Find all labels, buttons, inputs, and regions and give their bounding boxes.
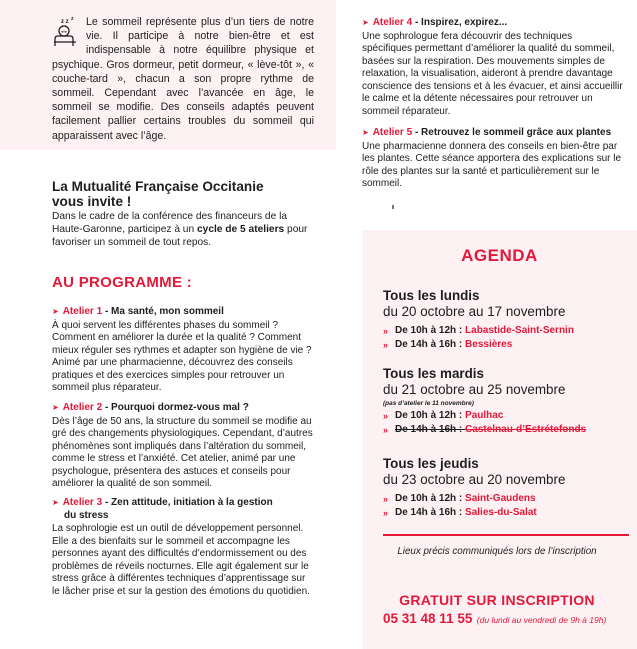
arrow-right-icon: ➤ xyxy=(52,498,59,507)
agenda-day-lundis xyxy=(383,288,633,352)
double-chevron-icon: » xyxy=(383,494,389,504)
day-title: Tous les lundis xyxy=(383,288,480,303)
invite-text-bold: cycle de 5 ateliers xyxy=(196,223,285,235)
agenda-day-jeudis xyxy=(383,456,633,520)
print-speck xyxy=(392,205,394,209)
atelier-3-number: Atelier 3 xyxy=(62,497,103,508)
slot-morning xyxy=(383,492,633,506)
atelier-1-title: - Ma santé, mon sommeil xyxy=(102,306,224,317)
atelier-4-title: - Inspirez, expirez... xyxy=(412,17,508,28)
invite-title-line2: vous invite ! xyxy=(52,194,132,209)
atelier-1 xyxy=(52,306,314,395)
atelier-5-heading xyxy=(362,127,630,140)
atelier-2-title: - Pourquoi dormez-vous mal ? xyxy=(102,402,249,413)
atelier-5-number: Atelier 5 xyxy=(372,127,413,138)
atelier-3-title: - Zen attitude, initiation à la gestion xyxy=(102,497,273,508)
slot-place: Paulhac xyxy=(465,410,504,421)
slot-afternoon xyxy=(383,423,633,437)
divider-line xyxy=(383,534,629,536)
svg-text:z z: z z xyxy=(61,19,69,25)
day-title: Tous les jeudis xyxy=(383,456,479,471)
atelier-1-number: Atelier 1 xyxy=(62,306,103,317)
arrow-right-icon: ➤ xyxy=(52,403,59,412)
slot-time: De 10h à 12h : xyxy=(395,493,466,504)
double-chevron-icon: » xyxy=(383,425,389,435)
double-chevron-icon: » xyxy=(383,411,389,421)
phone-number: 05 31 48 11 55 xyxy=(383,611,473,626)
double-chevron-icon: » xyxy=(383,340,389,350)
slot-place: Salies-du-Salat xyxy=(465,507,537,518)
atelier-2-number: Atelier 2 xyxy=(62,402,103,413)
invite-title xyxy=(52,179,322,209)
slot-place: Labastide-Saint-Sernin xyxy=(465,325,574,336)
day-range: du 21 octobre au 25 novembre xyxy=(383,382,566,397)
atelier-3-body: La sophrologie est un outil de développement personnel. Elle a des bienfaits sur le sommeil et accompagne les personnes ayant des difficultés d’endormissement ou des problèmes de réveils nocturnes. Elle agit également sur le stress grâce à différentes techniques d’apprentissage sur le lâcher prise et sur la gestion des émotions du quotidien. xyxy=(52,523,310,597)
agenda-day-mardis xyxy=(383,366,633,437)
atelier-5 xyxy=(362,127,630,191)
day-note: (pas d’atelier le 11 novembre) xyxy=(383,400,474,407)
slot-morning xyxy=(383,409,633,423)
programme-title: AU PROGRAMME : xyxy=(52,274,193,291)
arrow-right-icon: ➤ xyxy=(362,18,369,27)
slot-time: De 14h à 16h : xyxy=(395,339,466,350)
atelier-4 xyxy=(362,17,624,118)
atelier-1-heading xyxy=(52,306,314,319)
slot-place: Bessières xyxy=(465,339,513,350)
slot-place: Saint-Gaudens xyxy=(465,493,536,504)
contact-line xyxy=(383,610,633,628)
slot-afternoon xyxy=(383,506,633,520)
gratuit-heading: GRATUIT SUR INSCRIPTION xyxy=(399,592,595,608)
lieux-note: Lieux précis communiqués lors de l’inscription xyxy=(397,546,597,557)
atelier-2 xyxy=(52,402,314,491)
intro-paragraph xyxy=(52,15,314,143)
slot-time: De 14h à 16h : xyxy=(395,424,466,435)
atelier-1-body: À quoi servent les différentes phases du sommeil ? Comment en améliorer la durée et la qualité ? Comment mieux réguler ses rythmes et adapter son hygiène de vie ? Animé par une pharmacienne, découvrez des conseils pratiques et des exercices simples pour retrouver un sommeil plus réparateur. xyxy=(52,319,312,393)
sleeping-person-icon xyxy=(52,17,78,47)
invite-text-after: pour favoriser un sommeil de tout repos. xyxy=(52,223,308,248)
atelier-3 xyxy=(52,497,314,598)
atelier-4-body: Une sophrologue fera découvrir des techniques spécifiques permettant d’améliorer la qualité du sommeil, basées sur la respiration. Des mouvements simples de relaxation, la visualisation, aideront à prendre davantage conscience des tensions et à les évacuer, et ainsi accueillir le calme et la détente nécessaires pour retrouver un sommeil réparateur. xyxy=(362,30,623,117)
slot-time: De 10h à 12h : xyxy=(395,325,466,336)
atelier-3-title-continued: du stress xyxy=(64,509,109,521)
atelier-4-heading xyxy=(362,17,624,30)
double-chevron-icon: » xyxy=(383,508,389,518)
atelier-5-body: Une pharmacienne donnera des conseils en bien-être par les plantes. Cette séance apportera des explications sur le rôle des plantes sur la santé et particulièrement sur le sommeil. xyxy=(362,140,622,189)
day-range: du 20 octobre au 17 novembre xyxy=(383,304,566,319)
slot-time: De 14h à 16h : xyxy=(395,507,466,518)
intro-text: Le sommeil représente plus d’un tiers de notre vie. Il participe à notre bien-être et est indispensable à notre équilibre physique et psychique. Gros dormeur, petit dormeur, « lève-tôt », « couche-tard », chacun a son propre rythme de sommeil. Cependant avec l’avancée en âge, le sommeil se modifie. Des conseils adaptés peuvent facilement pallier certains troubles du sommeil qui apparaissent avec l’âge. xyxy=(52,16,314,142)
atelier-3-heading xyxy=(52,497,314,522)
double-chevron-icon: » xyxy=(383,326,389,336)
day-title: Tous les mardis xyxy=(383,366,484,381)
atelier-2-body: Dès l’âge de 50 ans, la structure du sommeil se modifie au gré des changements physiologiques. Cependant, d’autres phénomènes sont impliqués dans l’altération du sommeil, comme le stress et l’anxiété. Cet atelier, animé par une psychologue, présentera des astuces et conseils pour améliorer la qualité de son sommeil. xyxy=(52,415,313,489)
svg-text:z: z xyxy=(71,17,74,22)
invite-title-line1: La Mutualité Française Occitanie xyxy=(52,179,264,194)
arrow-right-icon: ➤ xyxy=(362,128,369,137)
slot-time: De 10h à 12h : xyxy=(395,410,466,421)
slot-morning xyxy=(383,324,633,338)
arrow-right-icon: ➤ xyxy=(52,307,59,316)
day-range: du 23 octobre au 20 novembre xyxy=(383,472,566,487)
atelier-5-title: - Retrouvez le sommeil grâce aux plantes xyxy=(412,127,612,138)
agenda-title: AGENDA xyxy=(461,246,538,265)
atelier-2-heading xyxy=(52,402,314,415)
invite-text xyxy=(52,211,312,249)
slot-place: Castelnau-d’Estrétefonds xyxy=(465,424,587,435)
atelier-4-number: Atelier 4 xyxy=(372,17,413,28)
slot-afternoon xyxy=(383,338,633,352)
phone-hours: (du lundi au vendredi de 9h à 19h) xyxy=(476,615,607,625)
invite-text-before: Dans le cadre de la conférence des financeurs de la Haute-Garonne, participez à un xyxy=(52,211,288,235)
